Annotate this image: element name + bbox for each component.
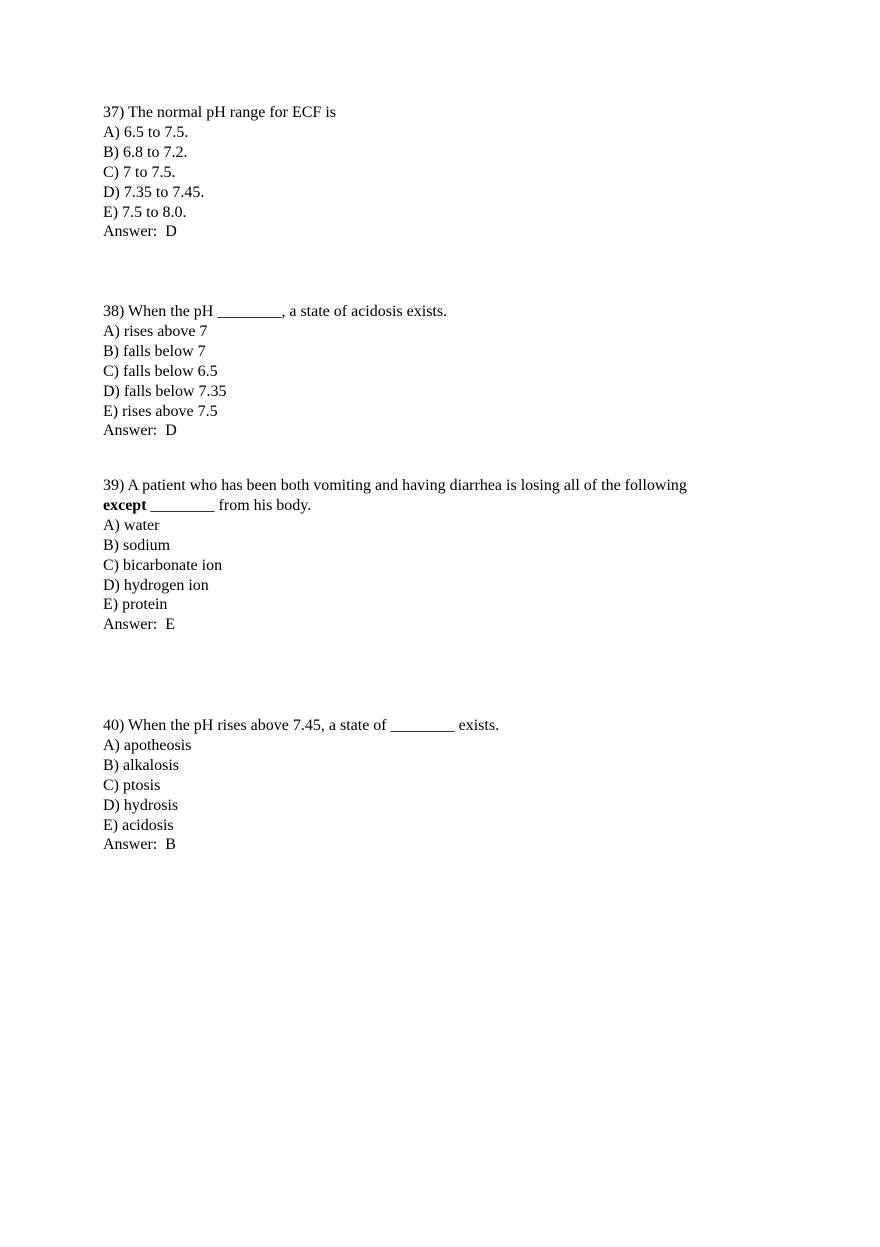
question-38 [103,302,803,441]
option-e: E) 7.5 to 8.0. [103,203,187,221]
question-40 [103,716,803,855]
option-c: C) 7 to 7.5. [103,163,176,181]
question-37 [103,103,803,242]
option-e: E) acidosis [103,816,174,834]
option-e: E) rises above 7.5 [103,402,218,420]
option-b: B) 6.8 to 7.2. [103,143,188,161]
option-d: D) hydrosis [103,796,179,814]
answer-line: Answer: D [103,223,177,241]
question-39 [103,476,803,635]
option-c: C) falls below 6.5 [103,362,218,380]
option-b: B) sodium [103,536,171,554]
emphasis-except: except [103,496,147,514]
answer-line: Answer: E [103,616,175,634]
option-d: D) 7.35 to 7.45. [103,183,205,201]
answer-line: Answer: D [103,422,177,440]
option-c: C) ptosis [103,776,161,794]
question-stem: 37) The normal pH range for ECF is [103,104,336,121]
option-c: C) bicarbonate ion [103,556,223,574]
question-stem-line-1: 39) A patient who has been both vomiting and having diarrhea is losing all of the following [103,477,687,494]
option-a: A) apotheosis [103,736,192,754]
stem-continuation: ________ from his body. [146,496,312,514]
option-a: A) rises above 7 [103,322,208,340]
question-stem: 40) When the pH rises above 7.45, a state of ________ exists. [103,717,500,734]
question-stem-line-2 [103,496,803,516]
option-b: B) falls below 7 [103,342,206,360]
question-stem: 38) When the pH ________, a state of acidosis exists. [103,303,448,320]
option-d: D) hydrogen ion [103,576,209,594]
option-d: D) falls below 7.35 [103,382,227,400]
option-a: A) water [103,516,160,534]
option-e: E) protein [103,596,168,614]
answer-line: Answer: B [103,836,176,854]
option-a: A) 6.5 to 7.5. [103,123,189,141]
option-b: B) alkalosis [103,756,179,774]
